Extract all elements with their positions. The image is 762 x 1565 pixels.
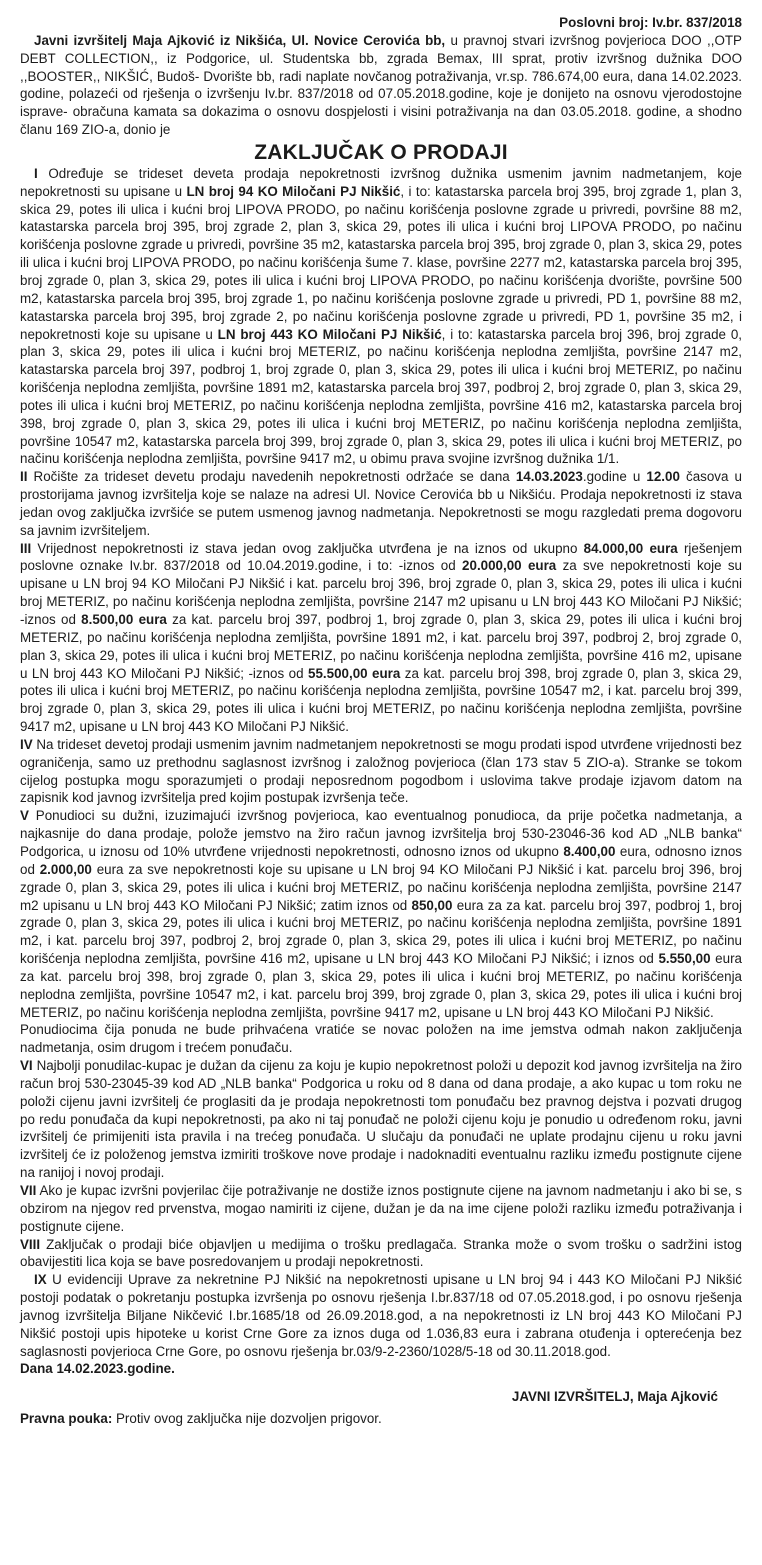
section-7: [20, 1182, 742, 1236]
section-2-text: .godine u: [582, 469, 647, 485]
section-5: [20, 807, 742, 1021]
section-1: [20, 165, 742, 468]
section-3-text: za kat. parcelu broj 398, broj zgrade 0, plan 3, skica 29, potes ili ulica i kućni broj METERIZ, po načinu korišćenja neplodna zemljišta, površine 10547 m2, i kat. parcelu broj 399, broj zgrade 0, plan 3, skica 29, potes ili ulica i kućni broj METERIZ, po načinu korišćenja neplodna zemljišta, površine 9417 m2, upisane u LN broj 443 KO Miločani PJ Nikšić.: [20, 665, 742, 735]
intro-paragraph: [20, 32, 742, 139]
section-6: [20, 1057, 742, 1182]
auction-date: 14.03.2023: [515, 469, 583, 485]
section-2: [20, 468, 742, 539]
section-5-text: eura za kat. parcelu broj 398, broj zgrade 0, plan 3, skica 29, potes ili ulica i kućni broj METERIZ, po načinu korišćenja neplodna zemljišta, površine 10547 m2, i kat. parcelu broj 399, broj zgrade 0, plan 3, skica 29, potes ili ulica i kućni broj METERIZ, po načinu korišćenja neplodna zemljišta, površine 9417 m2, upisane u LN broj 443 KO Miločani PJ Nikšić.: [20, 951, 742, 1020]
auction-time: 12.00: [646, 469, 680, 485]
case-reference: Poslovni broj: Iv.br. 837/2018: [559, 15, 742, 30]
value-amount: 8.500,00 eura: [81, 612, 167, 627]
section-5-text: eura za sve nepokretnosti koje su upisane u LN broj 94 KO Miločani PJ Nikšić i kat. parcelu broj 396, broj zgrade 0, plan 3, skica 29, potes ili ulica i kućni broj METERIZ, po načinu korišćenja neplodna zemljišta, površine 2147 m2 upisanu u LN broj 443 KO Miločani PJ Nikšić; zatim iznos od: [20, 861, 742, 913]
section-8-text: Zaključak o prodaji biće objavljen u medijima o trošku predlagača. Stranka može o svom trošku o sadržini istog obavijestiti lica koja se bave posredovanjem u prodaji nepokretnosti.: [20, 1236, 742, 1270]
section-3-text: za sve nepokretnosti koje su upisane u LN broj 94 KO Miločani PJ Nikšić i kat. parcelu broj 396, broj zgrade 0, plan 3, skica 29, potes ili ulica i kućni broj METERIZ, po načinu korišćenja neplodna zemljišta, površine 2147 m2 upisanu u LN broj 443 KO Miločani PJ Nikšić; -iznos od: [20, 558, 743, 627]
section-3-text: za kat. parcelu broj 397, podbroj 1, broj zgrade 0, plan 3, skica 29, potes ili ulica i kućni broj METERIZ, po načinu korišćenja neplodna zemljišta, površine 1891 m2, i kat. parcelu broj 397, podbroj 2, broj zgrade 0, plan 3, skica 29, potes ili ulica i kućni broj METERIZ, po načinu korišćenja neplodna zemljišta, površine 416 m2, upisane u LN broj 443 KO Miločani PJ Nikšić; -iznos od: [20, 612, 742, 681]
deposit-amount: 2.000,00: [39, 861, 92, 877]
section-4-number: IV: [20, 736, 33, 752]
section-1-bold: LN broj 94 KO Miločani PJ Nikšić: [186, 183, 401, 199]
section-7-text: Ako je kupac izvršni povjerilac čije potraživanje ne dostiže iznos postignute cijene na javnom nadmetanju i ako bi se, s obzirom na njegov red prvenstva, mogao namiriti iz cijene, dužan je da na ime cijene položi razliku između potraživanja i postignute cijene.: [20, 1183, 742, 1234]
deposit-amount: 850,00: [411, 897, 453, 913]
section-4: [20, 736, 742, 807]
value-amount: 20.000,00 eura: [462, 558, 557, 574]
section-1-text: , i to: katastarska parcela broj 396, broj zgrade 0, plan 3, skica 29, potes ili ulica i kućni broj METERIZ, po načinu korišćenja neplodna zemljišta, površine 2147 m2, katastarska parcela broj 397, podbroj 1, broj zgrade 0, plan 3, skica 29, potes ili ulica i kućni broj METERIZ, po načinu korišćenja neplodna zemljišta, površine 1891 m2, katastarska parcela broj 397, podbroj 2, broj zgrade 0, plan 3, skica 29, potes ili ulica i kućni broj METERIZ, po načinu korišćenja neplodna zemljišta, površine 416 m2, katastarska parcela broj 398, broj zgrade 0, plan 3, skica 29, potes ili ulica i kućni broj METERIZ, po načinu korišćenja neplodna zemljišta, površine 10547 m2, katastarska parcela broj 399, broj zgrade 0, plan 3, skica 29, potes ili ulica i kućni broj METERIZ, po načinu korišćenja neplodna zemljišta, površine 9417 m2, u obimu prava svojine izvršnog dužnika 1/1.: [20, 326, 742, 467]
bailiff-name: Javni izvršitelj Maja Ajković iz Nikšića, Ul. Novice Cerovića bb,: [34, 32, 446, 48]
section-1-number: I: [34, 165, 38, 181]
value-amount: 55.500,00 eura: [308, 665, 401, 681]
section-8: [20, 1236, 742, 1272]
deposit-amount: 8.400,00: [563, 843, 616, 859]
legal-notice: [20, 1410, 742, 1428]
legal-notice-label: Pravna pouka:: [20, 1411, 113, 1427]
section-2-text: Ročište za trideset devetu prodaju navedenih nepokretnosti održaće se dana: [27, 469, 516, 485]
total-value: 84.000,00 eura: [583, 540, 678, 556]
section-3-text: rješenjem poslovne oznake Iv.br. 837/2018 od 10.04.2019.godine, i to: -iznos od: [20, 540, 742, 574]
section-3-number: III: [20, 540, 32, 556]
section-5-number: V: [20, 808, 29, 824]
legal-notice-text: Protiv ovog zaključka nije dozvoljen prigovor.: [112, 1411, 382, 1427]
date-line: Dana 14.02.2023.godine.: [20, 1361, 175, 1377]
document-title: ZAKLJUČAK O PRODAJI: [254, 140, 508, 164]
section-5-text: Ponudioci su dužni, izuzimajući izvršnog povjerioca, kao eventualnog ponudioca, da prije početka nadmetanja, a najkasnije do dana prodaje, polože jemstvo na žiro račun javnog izvršitelja broj 530-23046-36 kod AD „NLB banka“ Podgorica, u iznosu od 10% utvrđene vrijednosti nepokretnosti, odnosno iznos od ukupno: [20, 808, 742, 859]
section-2-text: časova u prostorijama javnog izvršitelja koje se nalaze na adresi Ul. Novice Cerovića bb u Nikšiću. Prodaja nepokretnosti iz stava jedan ovog zaključka izvršiće se putem usmenog javnog nadmetanja. Nepokretnosti se mogu razgledati prema dogovoru sa javnim izvršiteljem.: [20, 469, 742, 538]
signature: JAVNI IZVRŠITELJ, Maja Ajković: [511, 1389, 718, 1405]
section-7-number: VII: [20, 1183, 37, 1198]
section-9: [20, 1271, 742, 1360]
section-1-text: , i to: katastarska parcela broj 395, broj zgrade 1, plan 3, skica 29, potes ili ulica i kućni broj LIPOVA PRODO, po načinu korišćenja poslovne zgrade u privredi, površine 88 m2, katastarska parcela broj 395, broj zgrade 2, plan 3, skica 29, potes ili ulica i kućni broj LIPOVA PRODO, po načinu korišćenja poslovne zgrade u privredi, površine 35 m2, katastarska parcela broj 395, broj zgrade 0, plan 3, skica 29, potes ili ulica i kućni broj LIPOVA PRODO, po načinu korišćenja šume 7. klase, površine 2277 m2, katastarska parcela broj 395, broj zgrade 0, plan 3, skica 29, potes ili ulica i kućni broj LIPOVA PRODO, po načinu korišćenja dvorište, površine 500 m2, katastarska parcela broj 395, broj zgrade 1, po načinu korišćenja poslovne zgrade u privredi, PD 1, površine 88 m2, katastarska parcela broj 395, broj zgrade 2, po načinu korišćenja poslovne zgrade u privredi, PD 1, površine 35 m2, i nepokretnosti koje su upisane u: [20, 183, 743, 342]
section-1-text: Određuje se trideset deveta prodaja nepokretnosti izvršnog dužnika usmenim javnim nadmetanjem, koje nepokretnosti su upisane u: [20, 165, 742, 199]
intro-text: u pravnoj stvari izvršnog povjerioca DOO ,,OTP DEBT COLLECTION,, iz Podgorice, ul. Studentska bb, zgrada Bemax, III sprat, protiv izvršnog dužnika DOO ,,BOOSTER,, NIKŠIĆ, Budoš- Dvorište bb, radi naplate novčanog potraživanja, vr.sp. 786.674,00 eura, dana 14.02.2023. godine, polazeći od rješenja o izvršenju Iv.br. 837/2018 od 07.05.2018.godine, koje je donijeto na osnovu vjerodostojne isprave- obračuna kamata sa dokazima o osnovu dospjelosti i visini potraživanja na dan 03.05.2018. godine, a shodno članu 169 ZIO-a, donio je: [20, 32, 742, 138]
refund-paragraph: Ponudiocima čija ponuda ne bude prihvaćena vratiće se novac položen na ime jemstva odmah nakon zaključenja nadmetanja, osim drugom i trećem ponuđaču.: [20, 1022, 742, 1056]
section-4-text: Na trideset devetoj prodaji usmenim javnim nadmetanjem nepokretnosti se mogu prodati ispod utvrđene vrijednosti bez ograničenja, samo uz prethodnu saglasnost izvršnog i založnog povjerioca (član 173 stav 5 ZIO-a). Stranke se tokom cijelog postupka mogu sporazumjeti o prodaji neposrednom pogodbom i uslovima takve prodaje izjavom datom na zapisnik kod javnog izvršitelja pred kojim postupak izvršenja teče.: [20, 736, 742, 806]
section-8-number: VIII: [20, 1236, 41, 1252]
section-5-text: eura, odnosno iznos od: [20, 843, 742, 877]
section-6-text: Najbolji ponudilac-kupac je dužan da cijenu za koju je kupio nepokretnost položi u depozit kod javnog izvršitelja na žiro račun broj 530-23045-39 kod AD „NLB banka“ Podgorica u roku od 8 dana od dana prodaje, a ako kupac u tom roku ne položi cijenu javni izvršitelj će proglasiti da je prodaja nepokretnosti tom ponuđaču bez pravnog dejstva i pozvati drugog po redu ponuđača da kupi nepokretnosti, pa ako ni taj ponuđač ne položi cijenu koju je ponudio u određenom roku, javni izvršitelj će primijeniti ista pravila i na trećeg ponuđača. U slučaju da ponuđači ne uplate prodajnu cijenu u roku javni izvršitelj će iz položenog jemstva izmiriti troškove nove prodaje i nadoknaditi eventualnu razliku između postignute cijene na ranijoj i novoj prodaji.: [20, 1058, 742, 1181]
section-3: [20, 540, 742, 736]
section-3-text: Vrijednost nepokretnosti iz stava jedan ovog zaključka utvrđena je na iznos od ukupno: [31, 540, 584, 556]
section-9-number: IX: [34, 1272, 47, 1288]
section-5-text: eura za za kat. parcelu broj 397, podbroj 1, broj zgrade 0, plan 3, skica 29, potes ili ulica i kućni broj METERIZ, po načinu korišćenja neplodna zemljišta, površine 1891 m2, i kat. parcelu broj 397, podbroj 2, broj zgrade 0, plan 3, skica 29, potes ili ulica i kućni broj METERIZ, po načinu korišćenja neplodna zemljišta, površine 416 m2, upisane u LN broj 443 KO Miločani PJ Nikšić; i iznos od: [20, 897, 742, 967]
section-2-number: II: [20, 469, 28, 485]
section-1-bold: LN broj 443 KO Miločani PJ Nikšić: [217, 326, 442, 342]
section-6-number: VI: [20, 1058, 33, 1074]
section-9-text: U evidenciji Uprave za nekretnine PJ Nikšić na nepokretnosti upisane u LN broj 94 i 443 KO Miločani PJ Nikšić postoji podatak o pokretanju postupka izvršenja po osnovu rješenja I.br.837/18 od 07.05.2018.god, i po osnovu rješenja javnog izvršitelja Biljane Nikčević I.br.1685/18 od 26.09.2018.god, a na nepokretnosti iz LN broj 443 KO Miločani PJ Nikšić postoji upis hipoteke u korist Crne Gore za iznos duga od 1.036,83 eura i zabrana otuđenja i opterećenja bez saglasnosti povjerioca Crne Gore, po osnovu rješenja br.03/9-2-2360/1028/5-18 od 30.11.2018.god.: [20, 1272, 742, 1359]
deposit-amount: 5.550,00: [658, 951, 711, 967]
